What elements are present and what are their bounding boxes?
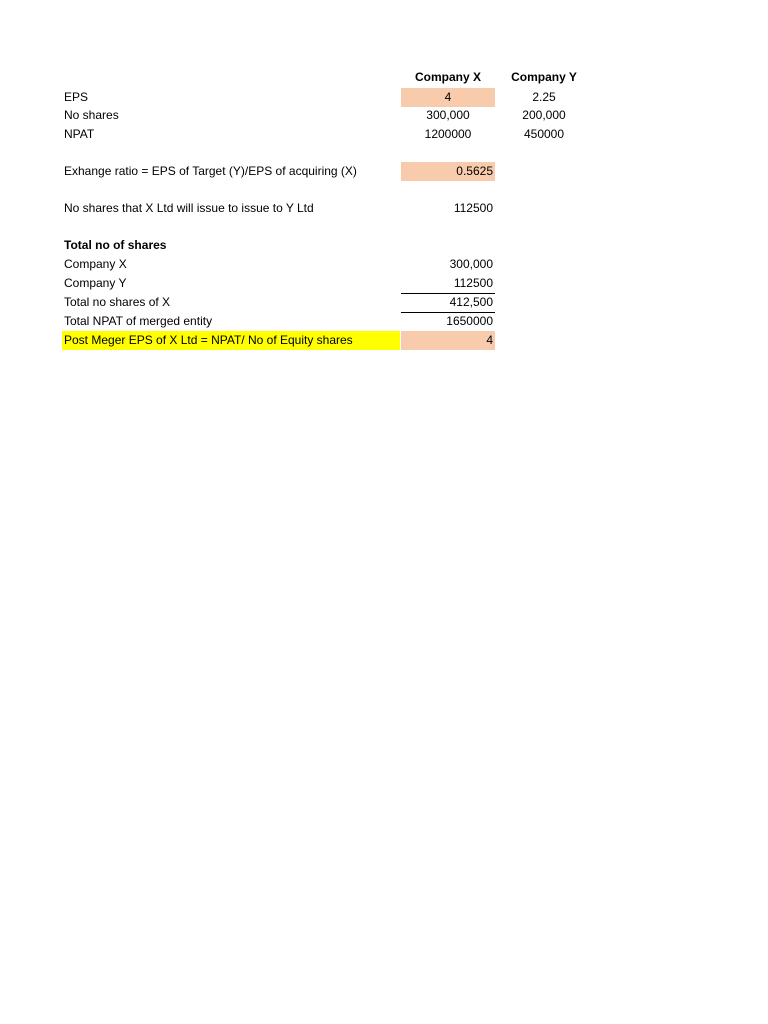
no-shares-y-cell[interactable]: 200,000 — [522, 108, 566, 122]
header-company-y[interactable]: Company Y — [511, 70, 577, 84]
npat-label[interactable]: NPAT — [64, 127, 95, 141]
total-company-x-cell[interactable]: 300,000 — [449, 257, 493, 271]
eps-x-cell[interactable]: 4 — [401, 88, 495, 107]
total-shares-cell[interactable]: 412,500 — [449, 295, 493, 309]
shares-issued-cell[interactable]: 112500 — [453, 201, 493, 215]
eps-label[interactable]: EPS — [64, 90, 89, 104]
exchange-ratio-label[interactable]: Exhange ratio = EPS of Target (Y)/EPS of acquiring (X) — [64, 164, 357, 178]
shares-issued-label[interactable]: No shares that X Ltd will issue to issue to Y Ltd — [64, 201, 314, 215]
exchange-ratio-cell[interactable]: 0.5625 — [401, 162, 495, 181]
total-company-y-label[interactable]: Company Y — [64, 276, 127, 290]
npat-x-cell[interactable]: 1200000 — [424, 127, 472, 141]
post-merger-eps-label[interactable]: Post Meger EPS of X Ltd = NPAT/ No of Equity shares — [62, 331, 400, 350]
no-shares-x-cell[interactable]: 300,000 — [426, 108, 470, 122]
merged-npat-label[interactable]: Total NPAT of merged entity — [64, 314, 213, 328]
total-company-y-cell[interactable]: 112500 — [453, 276, 493, 290]
total-shares-heading[interactable]: Total no of shares — [64, 238, 167, 252]
post-merger-eps-cell[interactable]: 4 — [401, 331, 495, 350]
total-shares-label[interactable]: Total no shares of X — [64, 295, 171, 309]
npat-y-cell[interactable]: 450000 — [523, 127, 565, 141]
no-shares-label[interactable]: No shares — [64, 108, 119, 122]
total-company-x-label[interactable]: Company X — [64, 257, 127, 271]
merged-npat-cell[interactable]: 1650000 — [446, 314, 493, 328]
eps-y-cell[interactable]: 2.25 — [532, 90, 556, 104]
header-company-x[interactable]: Company X — [414, 70, 481, 84]
